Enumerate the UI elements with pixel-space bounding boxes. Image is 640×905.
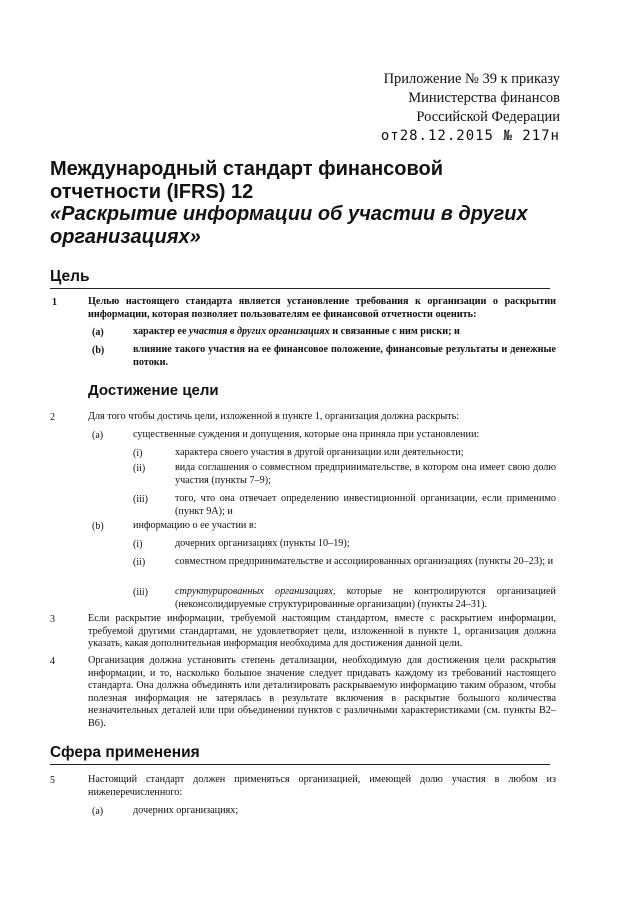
paragraph-2bii-text: совместном предпринимательстве и ассоциированных организациях (пункты 20–23); и	[175, 556, 554, 567]
paragraph-2a-text: существенные суждения и допущения, которые она приняла при установлении:	[133, 429, 480, 440]
section-heading-goal: Цель	[50, 268, 550, 289]
paragraph-2-text: Для того чтобы достичь цели, изложенной в пункте 1, организация должна раскрыть:	[88, 411, 460, 422]
paragraph-number: 3	[50, 614, 55, 625]
ministry-line: Министерства финансов	[408, 90, 560, 106]
appendix-header	[300, 70, 560, 146]
federation-line: Российской Федерации	[416, 109, 560, 125]
item-label: (a)	[92, 430, 104, 441]
paragraph-2aii-text: вида соглашения о совместном предпринимательстве, в котором она имеет свою долю участия (пункты 7–9);	[175, 462, 556, 486]
paragraph-number: 1	[52, 297, 57, 308]
paragraph-4-text: Организация должна установить степень детализации, необходимую для достижения цели раскрытия информации, и то, насколько большое значение следует придавать каждому из требований настоящего стандарта. Она должна объединять или детализировать раскрываемую информацию таким образом, чтобы полезная информация не затерялась в результате включения в раскрытие большого количества незначительных деталей или при объединении пунктов с различными характеристиками (см. пункты В2–В6).	[88, 655, 556, 729]
paragraph-1-text: Целью настоящего стандарта является установление требования к организации о раскрытии информации, которая позволяет пользователям ее финансовой отчетности оценить:	[88, 296, 556, 320]
item-label: (b)	[92, 521, 104, 532]
item-label: (ii)	[133, 557, 146, 568]
title-line: организациях»	[50, 225, 201, 248]
paragraph-2biii-text: структурированных организациях, которые не контролируются организацией (неконсолидируемые структурированные организации) (пункты 24–31).	[175, 586, 556, 610]
item-label: (i)	[133, 539, 143, 550]
paragraph-2b-text: информацию о ее участии в:	[133, 520, 257, 531]
paragraph-number: 2	[50, 412, 55, 423]
paragraph-5a-text: дочерних организациях;	[133, 805, 239, 816]
item-label: (b)	[92, 345, 105, 356]
item-label: (iii)	[133, 494, 148, 505]
paragraph-1a-text: характер ее участия в других организациях и связанные с ним риски; и	[133, 326, 460, 337]
paragraph-number: 4	[50, 656, 55, 667]
document-title	[50, 158, 570, 248]
item-label: (a)	[92, 327, 104, 338]
paragraph-5-text: Настоящий стандарт должен применяться организацией, имеющей долю участия в любом из нижеперечисленного:	[88, 774, 556, 798]
subheading-achievement: Достижение цели	[88, 382, 219, 399]
paragraph-2aiii-text: того, что она отвечает определению инвестиционной организации, если применимо (пункт 9А); и	[175, 493, 556, 517]
item-label: (i)	[133, 448, 143, 459]
item-label: (ii)	[133, 463, 146, 474]
item-label: (iii)	[133, 587, 148, 598]
title-line: отчетности (IFRS) 12	[50, 180, 254, 203]
paragraph-1b-text: влияние такого участия на ее финансовое положение, финансовые результаты и денежные потоки.	[133, 344, 556, 368]
section-heading-scope: Сфера применения	[50, 744, 550, 765]
paragraph-number: 5	[50, 775, 55, 786]
paragraph-2ai-text: характера своего участия в другой организации или деятельности;	[175, 447, 464, 458]
paragraph-2bi-text: дочерних организациях (пункты 10–19);	[175, 538, 350, 549]
item-label: (a)	[92, 806, 104, 817]
title-line: Международный стандарт финансовой	[50, 158, 444, 180]
order-date-line: от28.12.2015 № 217н	[380, 128, 560, 144]
paragraph-3-text: Если раскрытие информации, требуемой настоящим стандартом, вместе с раскрытием информации, требуемой другими стандартами, не удовлетворяет цели, изложенной в пункте 1, организация должна указать, какая дополнительная информация необходима для достижения данной цели.	[88, 613, 556, 649]
title-line: «Раскрытие информации об участии в других	[50, 203, 528, 225]
appendix-line: Приложение № 39 к приказу	[383, 71, 560, 87]
